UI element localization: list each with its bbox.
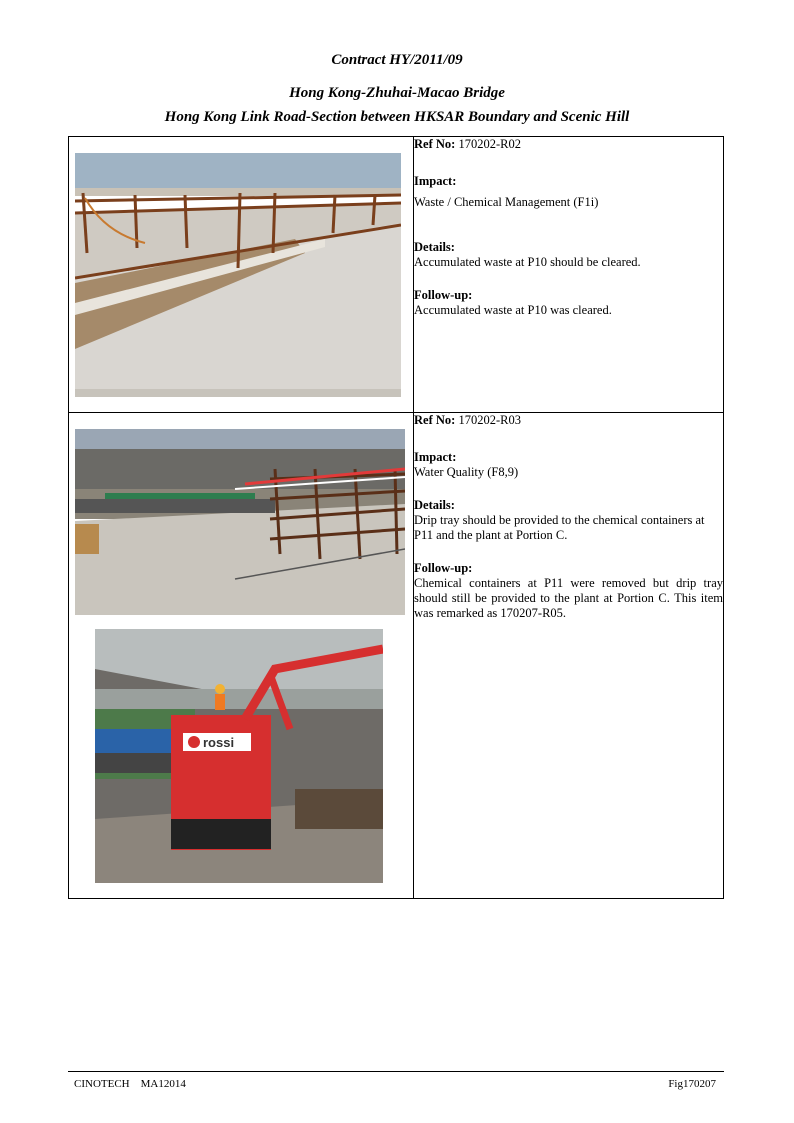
record-text-cell xyxy=(414,413,724,899)
impact-label: Impact: xyxy=(414,174,457,188)
section-title: Hong Kong Link Road-Section between HKSAR Boundary and Scenic Hill xyxy=(164,109,630,125)
contract-title: Contract HY/2011/09 xyxy=(331,52,463,68)
generator-brand-text: rossi xyxy=(203,735,235,750)
followup-value: Accumulated waste at P10 was cleared. xyxy=(414,303,612,317)
record-text-cell xyxy=(414,137,724,413)
ref-label: Ref No: xyxy=(414,137,456,151)
ref-number: 170202-R03 xyxy=(458,413,521,427)
site-photo-deck-railing xyxy=(75,153,401,397)
ref-line xyxy=(414,137,723,152)
footer-figure-number: Fig170207 xyxy=(668,1078,716,1090)
photo-cell xyxy=(69,413,414,899)
details-label: Details: xyxy=(414,240,455,254)
details-value: Drip tray should be provided to the chemical containers at P11 and the plant at Portion C. xyxy=(414,513,705,542)
ref-label: Ref No: xyxy=(414,413,456,427)
followup-value: Chemical containers at P11 were removed but drip tray should still be provided to the plant at Portion C. This item was remarked as 170207-R05. xyxy=(414,576,723,620)
table-row xyxy=(69,413,724,899)
impact-label: Impact: xyxy=(414,450,457,464)
site-photo-chemical-containers xyxy=(75,429,405,615)
photo-cell xyxy=(69,137,414,413)
project-title: Hong Kong-Zhuhai-Macao Bridge xyxy=(289,85,505,101)
site-photo-generator-plant xyxy=(95,629,383,883)
impact-value: Water Quality (F8,9) xyxy=(414,465,519,479)
details-value: Accumulated waste at P10 should be cleared. xyxy=(414,255,641,269)
ref-number: 170202-R02 xyxy=(458,137,521,151)
ref-line xyxy=(414,413,723,428)
table-row xyxy=(69,137,724,413)
footer-left: CINOTECH MA12014 xyxy=(74,1078,186,1090)
details-label: Details: xyxy=(414,498,455,512)
followup-label: Follow-up: xyxy=(414,561,473,575)
footer-divider xyxy=(68,1071,724,1072)
inspection-table xyxy=(68,136,724,899)
impact-value: Waste / Chemical Management (F1i) xyxy=(414,195,599,209)
followup-label: Follow-up: xyxy=(414,288,473,302)
